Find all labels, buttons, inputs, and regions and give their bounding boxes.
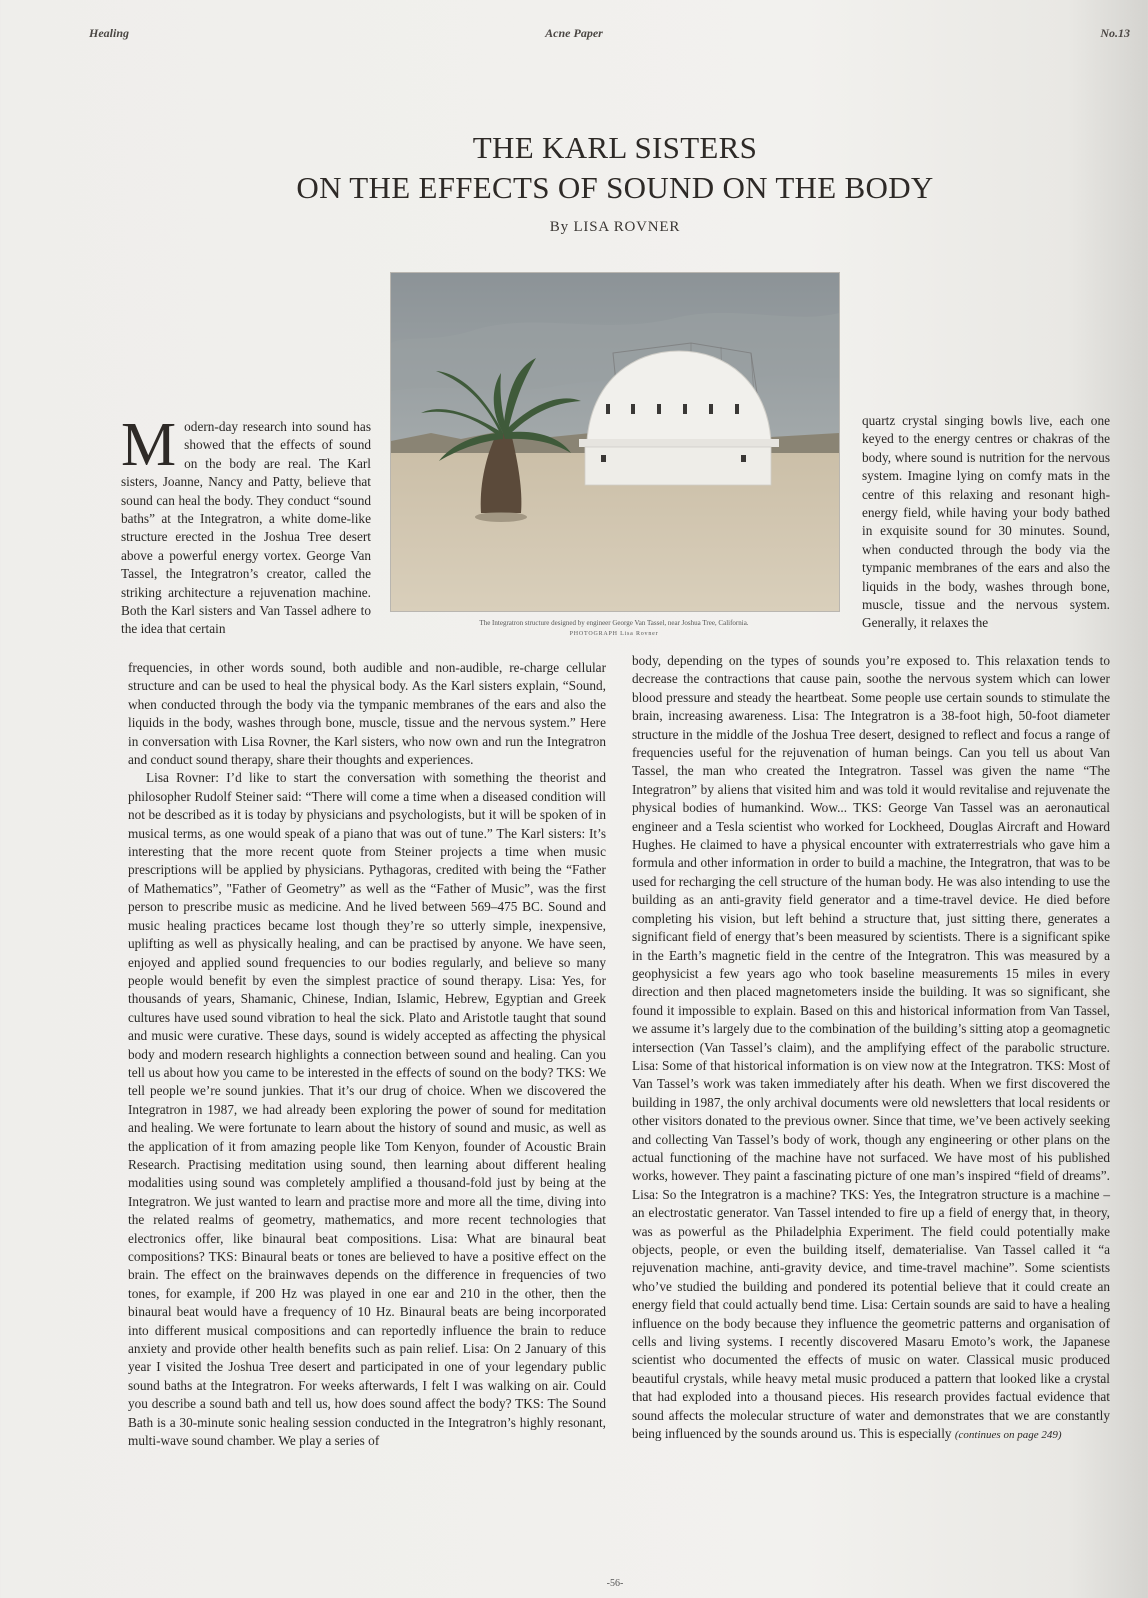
byline: By LISA ROVNER bbox=[549, 219, 681, 235]
integratron-photo bbox=[390, 272, 840, 612]
photo-caption bbox=[390, 618, 838, 640]
photo-credit: PHOTOGRAPH Lisa Rovner bbox=[569, 631, 659, 637]
base-window bbox=[741, 455, 746, 462]
left-column bbox=[128, 659, 606, 1450]
article-title bbox=[0, 128, 1148, 208]
title-line-2: ON THE EFFECTS OF SOUND ON THE BODY bbox=[296, 170, 934, 205]
dome-window bbox=[735, 404, 739, 414]
title-line-1: THE KARL SISTERS bbox=[472, 130, 758, 165]
dome-window bbox=[709, 404, 713, 414]
continues-note: (continues on page 249) bbox=[954, 1429, 1062, 1442]
lead-paragraph bbox=[121, 411, 371, 639]
right-top-text: quartz crystal singing bowls live, each one keyed to the energy centres or chakras of the body, where sound is nutrition for the nervous system. Imagine lying on comfy mats in the centre of this relaxing and resonant high-energy field, while having your body bathed in exquisite sound for 30 minutes. Sound, when conducted through the body via the tympanic membranes of the ears and also the liquids in the body, washes through bone, muscle, tissue and the nervous system. Generally, it relaxes the bbox=[862, 413, 1110, 631]
left-paragraph-1: frequencies, in other words sound, both audible and non-audible, re-charge cellular structure and can be used to heal the physical body. As the Karl sisters explain, “Sound, when conducted through the body via the tympanic membranes of the ears and also the liquids in the body, washes through bone, muscle, tissue and the nervous system.” Here in conversation with Lisa Rovner, the Karl sisters, who now own and run the Integratron and conduct sound therapy, share their thoughts and experiences. bbox=[128, 660, 606, 768]
palm-shadow bbox=[475, 512, 527, 522]
dome-window bbox=[683, 404, 687, 414]
magazine-name: Acne Paper bbox=[545, 26, 603, 40]
dome-window bbox=[606, 404, 610, 414]
lead-text: odern-day research into sound has showed that the effects of sound on the body are real. The Karl sisters, Joanne, Nancy and Patty, believe that sound can heal the body. They conduct “sound baths” at the Integratron, a white dome-like structure erected in the Joshua Tree desert above a powerful energy vortex. George Van Tassel, the Integratron’s creator, called the striking architecture a rejuvenation machine. Both the Karl sisters and Van Tassel adhere to the idea that certain bbox=[121, 419, 371, 637]
caption-text: The Integratron structure designed by engineer George Van Tassel, near Joshua Tree, California. bbox=[479, 619, 749, 627]
left-paragraph-2: Lisa Rovner: I’d like to start the conversation with something the theorist and philosopher Rudolf Steiner said: “There will come a time when a diseased condition will not be described as it is today by physicians and psychologists, but it will be spoken of in musical terms, as one would speak of a piano that was out of tune.” The Karl sisters: It’s interesting that the more recent quote from Steiner projects a time when music prescriptions will be applied by physicians. Pythagoras, credited with being the “Father of Mathematics”, "Father of Geometry” as well as the “Father of Music”, was the first person to prescribe music as medicine. And he lived between 569–475 BC. Sound and music healing practices became lost though they’re so utterly simple, inexpensive, uplifting as well as physically healing, and can be practised by anyone. We have seen, enjoyed and applied sound frequencies to our bodies regularly, and believe so many people would benefit by even the simplest practice of sound therapy. Lisa: Yes, for thousands of years, Shamanic, Chinese, Indian, Islamic, Hebrew, Egyptian and Greek cultures have used sound vibration to heal the sick. Plato and Aristotle taught that sound and music were curative. These days, sound is widely accepted as affecting the physical body and modern research highlights a connection between sound and healing. Can you tell us about how you came to be interested in the effects of sound on the body? TKS: We tell people we’re sound junkies. That it’s our drug of choice. When we discovered the Integratron in 1987, we had already been exploring the power of sound for meditation and healing. We were fortunate to learn about the history of sound and music, as well as the application of it from amazing people like Tom Kenyon, founder of Acoustic Brain Research. Practising meditation using sound, then learning about different healing modalities using sound was completely amplified a thousand-fold just by being at the Integratron. We just wanted to learn and practise more and more all the time, diving into the related realms of geometry, mathematics, and more recent technologies that electronics offer, like binaural beat compositions. Lisa: What are binaural beat compositions? TKS: Binaural beats or tones are believed to have a positive effect on the brain. The effect on the brainwaves depends on the difference in frequencies of two tones, for example, if 200 Hz was played in one ear and 210 in the other, then the binaural beat would have a frequency of 10 Hz. Binaural beats are being incorporated into different musical compositions and can reportedly influence the brain to reduce anxiety and provide other health benefits such as pain relief. Lisa: On 2 January of this year I visited the Joshua Tree desert and participated in one of your legendary public sound baths at the Integratron. For weeks afterwards, I felt I was walking on air. Could you describe a sound bath and tell us, how does sound affect the body? TKS: The Sound Bath is a 30-minute sonic healing session conducted in the Integratron’s highly resonant, multi-wave sound chamber. We play a series of bbox=[128, 770, 606, 1449]
right-column-top bbox=[862, 412, 1110, 633]
issue-number: No.13 bbox=[1100, 26, 1130, 40]
right-column bbox=[632, 652, 1110, 1444]
base-window bbox=[601, 455, 606, 462]
section-label: Healing bbox=[89, 26, 130, 40]
dome-base bbox=[585, 447, 771, 485]
right-body-text: body, depending on the types of sounds you’re exposed to. This relaxation tends to decrease the contractions that cause pain, soothe the nervous system which can lower blood pressure and steady the heartbeat. Some people use certain sounds to stimulate the brain, increasing awareness. Lisa: The Integratron is a 38-foot high, 50-foot diameter structure in the middle of the Joshua Tree desert, designed to reflect and focus a range of frequencies useful for the rejuvenation of human beings. Can you tell us about Van Tassel, the man who created the Integratron. Tassel was given the name “The Integratron” by aliens that visited him and was told it would revitalise and rejuvenate the physical bodies of humankind. Wow... TKS: George Van Tassel was an aeronautical engineer and a Tesla scientist who worked for Lockheed, Douglas Aircraft and Howard Hughes. He claimed to have a physical encounter with extraterrestrials who gave him a formula and other information in order to build a machine, the Integratron, that was to be used for recharging the cell structure of the human body. He was also intending to use the building as an anti-gravity field generator and a time-travel device. He died before completing his vision, but left behind a structure that, just sitting there, generates a significant field of energy that’s been measured by scientists. There is a significant spike in the Earth’s magnetic field in the centre of the Integratron. This was measured by a geophysicist a few years ago who took baseline measurements 15 miles in every direction and then placed magnetometers inside the building. It was so significant, she found it impossible to explain. Based on this and historical information from Van Tassel, we assume it’s largely due to the combination of the building’s sitting atop a geomagnetic intersection (Van Tassel’s claim), and the amplifying effect of the parabolic structure. Lisa: Some of that historical information is on view now at the Integratron. TKS: Most of Van Tassel’s work was taken immediately after his death. When we first discovered the building in 1987, the only archival documents were old newsletters that local residents or other visitors donated to the previous owner. Since that time, we’ve been actively seeking and collecting Van Tassel’s body of work, though any engineering or other plans on the actual functioning of the machine have not surfaced. We have most of his published works, however. They paint a fascinating picture of one man’s inspired “field of dreams”. Lisa: So the Integratron is a machine? TKS: Yes, the Integratron structure is a machine – an electrostatic generator. Van Tassel intended to fire up a field of energy that, in theory, was as powerful as the Philadelphia Experiment. The field could potentially make objects, people, or even the building itself, dematerialise. Van Tassel called it “a rejuvenation machine, anti-gravity device, and time-travel machine”. Some scientists who’ve studied the building and pondered its potential believe that it could create an energy field that could actually bend time. Lisa: Certain sounds are said to have a healing influence on the body because they influence the geometric patterns and organisation of cells and living systems. I recently discovered Masaru Emoto’s work, the Japanese scientist who documented the effects of music on water. Classical music produced beautiful crystals, while heavy metal music produced a pattern that looked like a crystal that had exploded into a thousand pieces. His research provides factual evidence that sound affects the molecular structure of water and demonstrates that we are constantly being influenced by the sounds around us. This is especially bbox=[632, 653, 1110, 1442]
drop-cap: M bbox=[121, 411, 177, 479]
dome-window bbox=[631, 404, 635, 414]
page-number: -56- bbox=[606, 1578, 624, 1589]
dome-ring bbox=[579, 439, 779, 447]
dome-window bbox=[657, 404, 661, 414]
integratron-illustration bbox=[391, 273, 839, 611]
